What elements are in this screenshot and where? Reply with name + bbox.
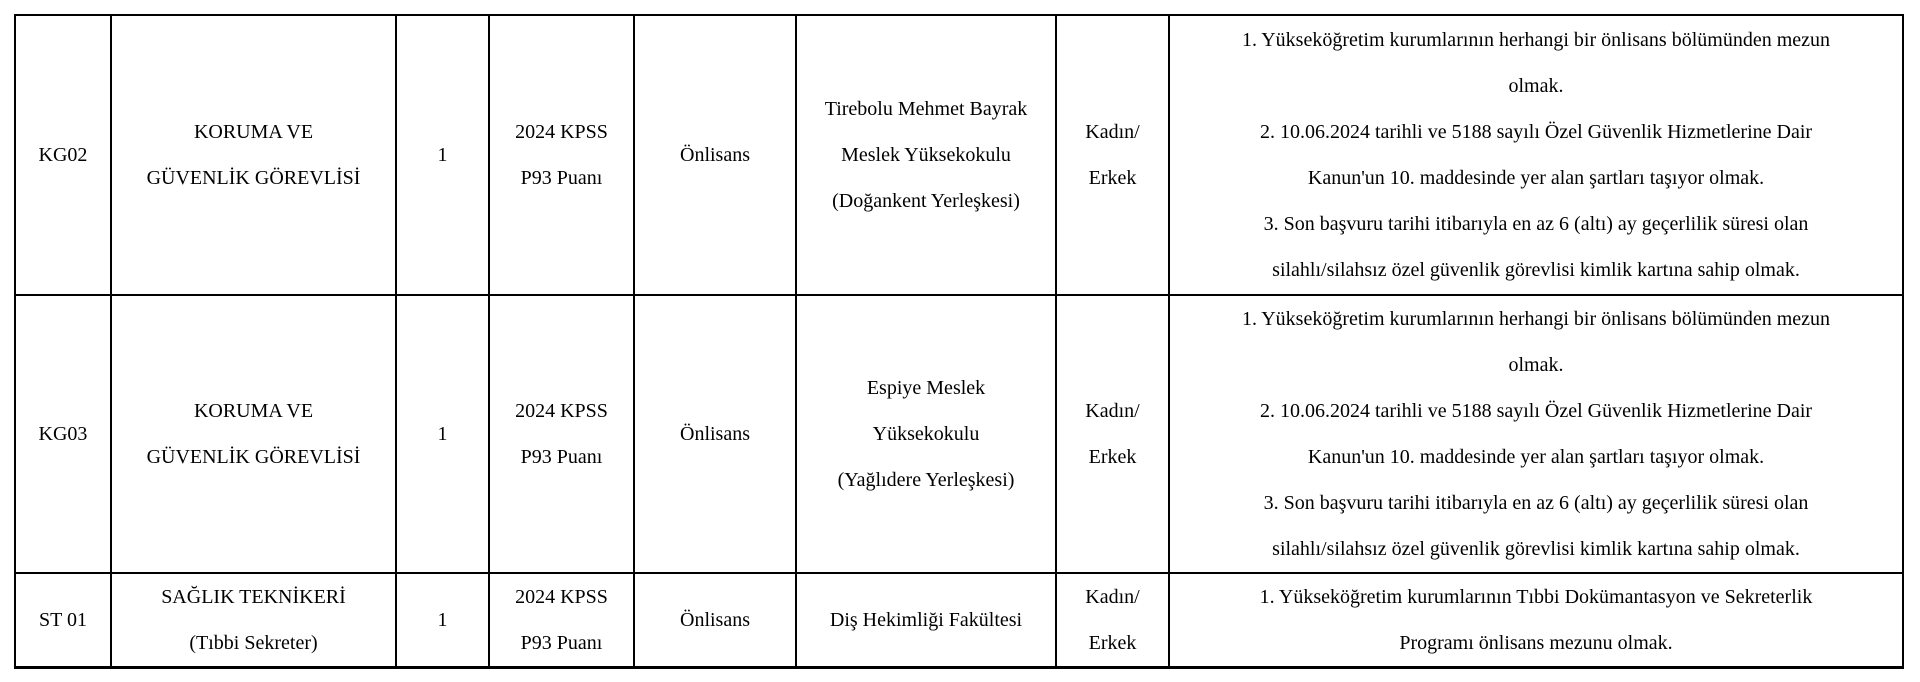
requirement-line: olmak. [1508, 75, 1564, 97]
gender-line: Erkek [1088, 167, 1137, 189]
table-row [15, 295, 1903, 573]
gender-cell [1056, 15, 1169, 295]
requirement-line: silahlı/silahsız özel güvenlik görevlisi kimlik kartına sahip olmak. [1272, 259, 1800, 281]
unit-line: Diş Hekimliği Fakültesi [829, 609, 1023, 631]
quota-value: 1 [437, 144, 448, 166]
gender-line: Kadın/ [1085, 400, 1140, 422]
requirement-line: 2. 10.06.2024 tarihli ve 5188 sayılı Özel Güvenlik Hizmetlerine Dair [1259, 121, 1813, 143]
score-type-cell [489, 573, 634, 668]
unit-line: (Doğankent Yerleşkesi) [832, 190, 1020, 212]
job-postings-table [14, 14, 1904, 669]
gender-cell [1056, 295, 1169, 573]
table-row [15, 573, 1903, 668]
gender-line: Erkek [1088, 446, 1137, 468]
position-code: KG03 [38, 423, 88, 445]
requirements-cell [1169, 295, 1903, 573]
requirement-line: 3. Son başvuru tarihi itibarıyla en az 6 (altı) ay geçerlilik süresi olan [1263, 213, 1809, 235]
title-cell [111, 295, 396, 573]
position-title-line: SAĞLIK TEKNİKERİ [161, 586, 346, 608]
unit-line: Espiye Meslek [866, 377, 986, 399]
requirement-line: 2. 10.06.2024 tarihli ve 5188 sayılı Özel Güvenlik Hizmetlerine Dair [1259, 400, 1813, 422]
score-type-line: 2024 KPSS [515, 586, 608, 608]
score-type-line: 2024 KPSS [515, 400, 608, 422]
education-level-cell [634, 573, 796, 668]
score-type-cell [489, 295, 634, 573]
position-title-line: GÜVENLİK GÖREVLİSİ [146, 446, 361, 468]
education-level-cell [634, 15, 796, 295]
score-type-line: P93 Puanı [520, 446, 603, 468]
quota-cell [396, 295, 489, 573]
quota-value: 1 [437, 423, 448, 445]
score-type-line: P93 Puanı [520, 167, 603, 189]
requirement-line: 1. Yükseköğretim kurumlarının Tıbbi Dokümantasyon ve Sekreterlik [1259, 586, 1813, 608]
requirement-line: Programı önlisans mezunu olmak. [1399, 632, 1673, 654]
position-title-line: GÜVENLİK GÖREVLİSİ [146, 167, 361, 189]
gender-cell [1056, 573, 1169, 668]
position-title-line: KORUMA VE [193, 121, 314, 143]
quota-value: 1 [437, 609, 448, 631]
requirement-line: silahlı/silahsız özel güvenlik görevlisi kimlik kartına sahip olmak. [1272, 538, 1800, 560]
score-type-line: P93 Puanı [520, 632, 603, 654]
requirement-line: olmak. [1508, 354, 1564, 376]
code-cell [15, 295, 111, 573]
unit-cell [796, 15, 1056, 295]
unit-line: Meslek Yüksekokulu [841, 144, 1011, 166]
education-level: Önlisans [680, 609, 750, 631]
quota-cell [396, 573, 489, 668]
code-cell [15, 15, 111, 295]
requirement-line: Kanun'un 10. maddesinde yer alan şartları taşıyor olmak. [1307, 167, 1765, 189]
quota-cell [396, 15, 489, 295]
gender-line: Kadın/ [1085, 121, 1140, 143]
requirement-line: Kanun'un 10. maddesinde yer alan şartları taşıyor olmak. [1307, 446, 1765, 468]
education-level: Önlisans [680, 144, 750, 166]
unit-line: (Yağlıdere Yerleşkesi) [837, 469, 1015, 491]
gender-line: Kadın/ [1085, 586, 1140, 608]
table-row [15, 15, 1903, 295]
score-type-cell [489, 15, 634, 295]
requirement-line: 3. Son başvuru tarihi itibarıyla en az 6 (altı) ay geçerlilik süresi olan [1263, 492, 1809, 514]
title-cell [111, 15, 396, 295]
unit-line: Yüksekokulu [872, 423, 980, 445]
unit-line: Tirebolu Mehmet Bayrak [824, 98, 1028, 120]
requirements-cell [1169, 573, 1903, 668]
education-level-cell [634, 295, 796, 573]
education-level: Önlisans [680, 423, 750, 445]
position-title-line: KORUMA VE [193, 400, 314, 422]
requirement-line: 1. Yükseköğretim kurumlarının herhangi bir önlisans bölümünden mezun [1241, 308, 1831, 330]
unit-cell [796, 573, 1056, 668]
position-title-line: (Tıbbi Sekreter) [189, 632, 318, 654]
code-cell [15, 573, 111, 668]
position-code: ST 01 [39, 609, 87, 631]
position-code: KG02 [38, 144, 88, 166]
gender-line: Erkek [1088, 632, 1137, 654]
requirements-cell [1169, 15, 1903, 295]
title-cell [111, 573, 396, 668]
score-type-line: 2024 KPSS [515, 121, 608, 143]
requirement-line: 1. Yükseköğretim kurumlarının herhangi bir önlisans bölümünden mezun [1241, 29, 1831, 51]
unit-cell [796, 295, 1056, 573]
